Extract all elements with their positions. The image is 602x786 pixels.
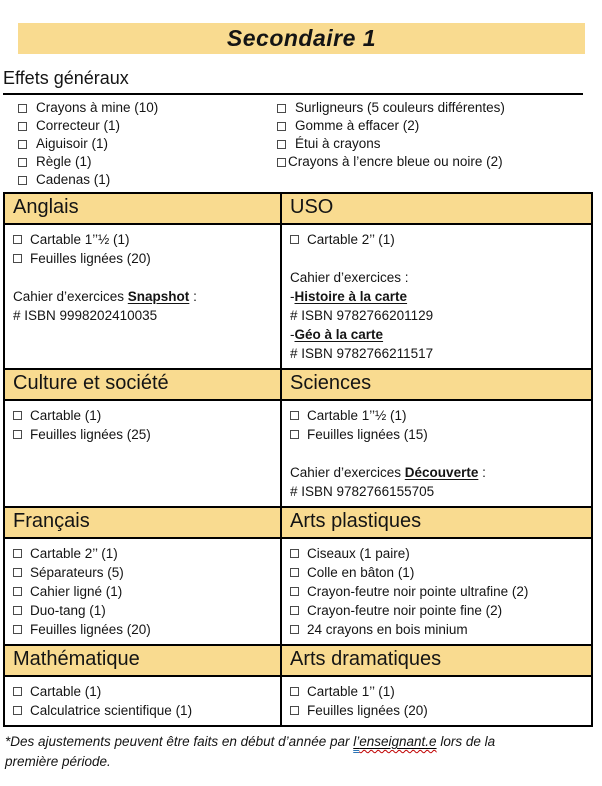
list-item: [277, 99, 602, 117]
list-item-label: Étui à crayons: [295, 136, 381, 151]
list-item-label: Cartable (1): [30, 684, 102, 699]
dash: -: [290, 289, 295, 304]
subject-header-culture: Culture et société: [4, 369, 281, 400]
checkbox-icon: [13, 411, 22, 420]
isbn-line: # ISBN 9782766201129: [290, 308, 434, 323]
workbook-line: [13, 287, 272, 306]
isbn-line: # ISBN 9998202410035: [13, 308, 158, 323]
blank-line: [290, 249, 583, 268]
table-row: [4, 538, 592, 645]
list-item: [277, 135, 602, 153]
table-header-row: [4, 193, 592, 224]
list-item-label: Feuilles lignées (25): [30, 427, 151, 442]
list-item: [13, 425, 272, 444]
list-item-label: Crayons à mine (10): [36, 100, 159, 115]
table-header-row: [4, 507, 592, 538]
workbook-title: Snapshot: [127, 289, 190, 304]
general-list-left-column: [0, 99, 277, 189]
subject-cell-arts-plastiques: [281, 538, 592, 645]
list-item-label: Séparateurs (5): [30, 565, 124, 580]
subject-cell-arts-dramatiques: [281, 676, 592, 726]
list-item-label: Cahier ligné (1): [30, 584, 123, 599]
general-list-right-column: [277, 99, 602, 189]
subject-header-uso: USO: [281, 193, 592, 224]
checkbox-icon: [277, 104, 286, 113]
grammar-check-mark: l’: [353, 734, 360, 749]
title-banner: [18, 23, 585, 54]
checkbox-icon: [290, 411, 299, 420]
checkbox-icon: [13, 430, 22, 439]
table-header-row: [4, 369, 592, 400]
checkbox-icon: [18, 122, 27, 131]
list-item: [18, 135, 277, 153]
list-item: [13, 682, 272, 701]
list-item-label: 24 crayons en bois minium: [307, 622, 468, 637]
checkbox-icon: [290, 587, 299, 596]
list-item: [277, 117, 602, 135]
list-item: [290, 620, 583, 639]
checkbox-icon: [290, 568, 299, 577]
list-item: [13, 249, 272, 268]
checkbox-icon: [290, 687, 299, 696]
book-title: Géo à la carte: [294, 327, 384, 342]
list-item-label: Cartable (1): [30, 408, 102, 423]
list-item-label: Crayons à l’encre bleue ou noire (2): [288, 154, 503, 169]
blank-line: [290, 444, 583, 463]
subject-cell-culture: [4, 400, 281, 507]
checkbox-icon: [13, 606, 22, 615]
checkbox-icon: [18, 176, 27, 185]
page-title: Secondaire 1: [226, 25, 377, 51]
subject-header-sciences: Sciences: [281, 369, 592, 400]
list-item-label: Aiguisoir (1): [36, 136, 109, 151]
list-item: [290, 701, 583, 720]
list-item: [13, 601, 272, 620]
dash: -: [290, 327, 295, 342]
checkbox-icon: [290, 706, 299, 715]
table-row: [4, 400, 592, 507]
list-item: [13, 582, 272, 601]
list-item: [13, 230, 272, 249]
list-item-label: Ciseaux (1 paire): [307, 546, 410, 561]
list-item-label: Feuilles lignées (20): [307, 703, 428, 718]
checkbox-icon: [13, 587, 22, 596]
subjects-table: [3, 192, 593, 727]
list-item-label: Cartable 2’’ (1): [307, 232, 395, 247]
isbn-line: # ISBN 9782766155705: [290, 484, 435, 499]
list-item-label: Surligneurs (5 couleurs différentes): [295, 100, 505, 115]
subject-cell-mathematique: [4, 676, 281, 726]
workbook-line: Cahier d’exercices :: [290, 270, 409, 285]
list-item: [18, 99, 277, 117]
list-item: [290, 563, 583, 582]
subject-header-francais: Français: [4, 507, 281, 538]
footnote-underlined-word: [353, 734, 436, 749]
subject-cell-sciences: [281, 400, 592, 507]
workbook-suffix: :: [189, 289, 197, 304]
isbn-line: # ISBN 9782766211517: [290, 346, 434, 361]
checkbox-icon: [277, 158, 286, 167]
blank-line: [13, 268, 272, 287]
list-item-label: Règle (1): [36, 154, 92, 169]
checkbox-icon: [13, 706, 22, 715]
workbook-line: [290, 463, 583, 482]
checkbox-icon: [277, 140, 286, 149]
section-heading-effets-generaux: Effets généraux: [3, 68, 583, 95]
spellcheck-mark: enseignant.e: [359, 734, 437, 749]
list-item: [18, 171, 277, 189]
checkbox-icon: [290, 606, 299, 615]
checkbox-icon: [13, 568, 22, 577]
list-item-label: Gomme à effacer (2): [295, 118, 420, 133]
list-item-label: Cartable 1’’ (1): [307, 684, 395, 699]
checkbox-icon: [13, 235, 22, 244]
checkbox-icon: [13, 625, 22, 634]
workbook-title: Découverte: [404, 465, 479, 480]
checkbox-icon: [18, 140, 27, 149]
checkbox-icon: [18, 158, 27, 167]
list-item-label: Colle en bâton (1): [307, 565, 415, 580]
list-item-label: Cartable 1’’½ (1): [30, 232, 130, 247]
list-item: [290, 682, 583, 701]
workbook-suffix: :: [478, 465, 486, 480]
general-supplies-list: [0, 99, 602, 189]
list-item: [13, 620, 272, 639]
checkbox-icon: [277, 122, 286, 131]
subject-header-mathematique: Mathématique: [4, 645, 281, 676]
list-item: [277, 153, 602, 171]
list-item-label: Cartable 2’’ (1): [30, 546, 118, 561]
checkbox-icon: [290, 549, 299, 558]
checkbox-icon: [18, 104, 27, 113]
subject-header-anglais: Anglais: [4, 193, 281, 224]
list-item-label: Feuilles lignées (20): [30, 622, 151, 637]
checkbox-icon: [290, 430, 299, 439]
document-page: [0, 23, 602, 772]
checkbox-icon: [290, 235, 299, 244]
subject-header-arts-plastiques: Arts plastiques: [281, 507, 592, 538]
list-item-label: Crayon-feutre noir pointe ultrafine (2): [307, 584, 529, 599]
list-item: [290, 425, 583, 444]
list-item-label: Cartable 1’’½ (1): [307, 408, 407, 423]
workbook-prefix: Cahier d’exercices: [290, 465, 405, 480]
list-item: [290, 230, 583, 249]
table-header-row: [4, 645, 592, 676]
footnote: [5, 732, 575, 772]
list-item-label: Correcteur (1): [36, 118, 121, 133]
list-item-label: Duo-tang (1): [30, 603, 106, 618]
list-item-label: Crayon-feutre noir pointe fine (2): [307, 603, 503, 618]
list-item-label: Feuilles lignées (15): [307, 427, 428, 442]
subject-cell-uso: [281, 224, 592, 369]
subject-header-arts-dramatiques: Arts dramatiques: [281, 645, 592, 676]
footnote-prefix: *Des ajustements peuvent être faits en début d’année par: [5, 734, 354, 749]
list-item-label: Calculatrice scientifique (1): [30, 703, 193, 718]
workbook-prefix: Cahier d’exercices: [13, 289, 128, 304]
subject-cell-anglais: [4, 224, 281, 369]
checkbox-icon: [13, 549, 22, 558]
book-title-line: [290, 287, 583, 306]
subject-cell-francais: [4, 538, 281, 645]
list-item: [13, 701, 272, 720]
list-item: [290, 582, 583, 601]
book-title-line: [290, 325, 583, 344]
list-item: [13, 544, 272, 563]
list-item-label: Cadenas (1): [36, 172, 111, 187]
table-row: [4, 224, 592, 369]
list-item: [290, 601, 583, 620]
list-item: [18, 117, 277, 135]
checkbox-icon: [13, 254, 22, 263]
footnote-line2: première période.: [5, 754, 111, 769]
book-title: Histoire à la carte: [294, 289, 408, 304]
list-item: [18, 153, 277, 171]
list-item: [13, 563, 272, 582]
checkbox-icon: [290, 625, 299, 634]
table-row: [4, 676, 592, 726]
footnote-suffix: lors de la: [436, 734, 496, 749]
list-item: [290, 544, 583, 563]
list-item: [290, 406, 583, 425]
list-item: [13, 406, 272, 425]
checkbox-icon: [13, 687, 22, 696]
list-item-label: Feuilles lignées (20): [30, 251, 151, 266]
